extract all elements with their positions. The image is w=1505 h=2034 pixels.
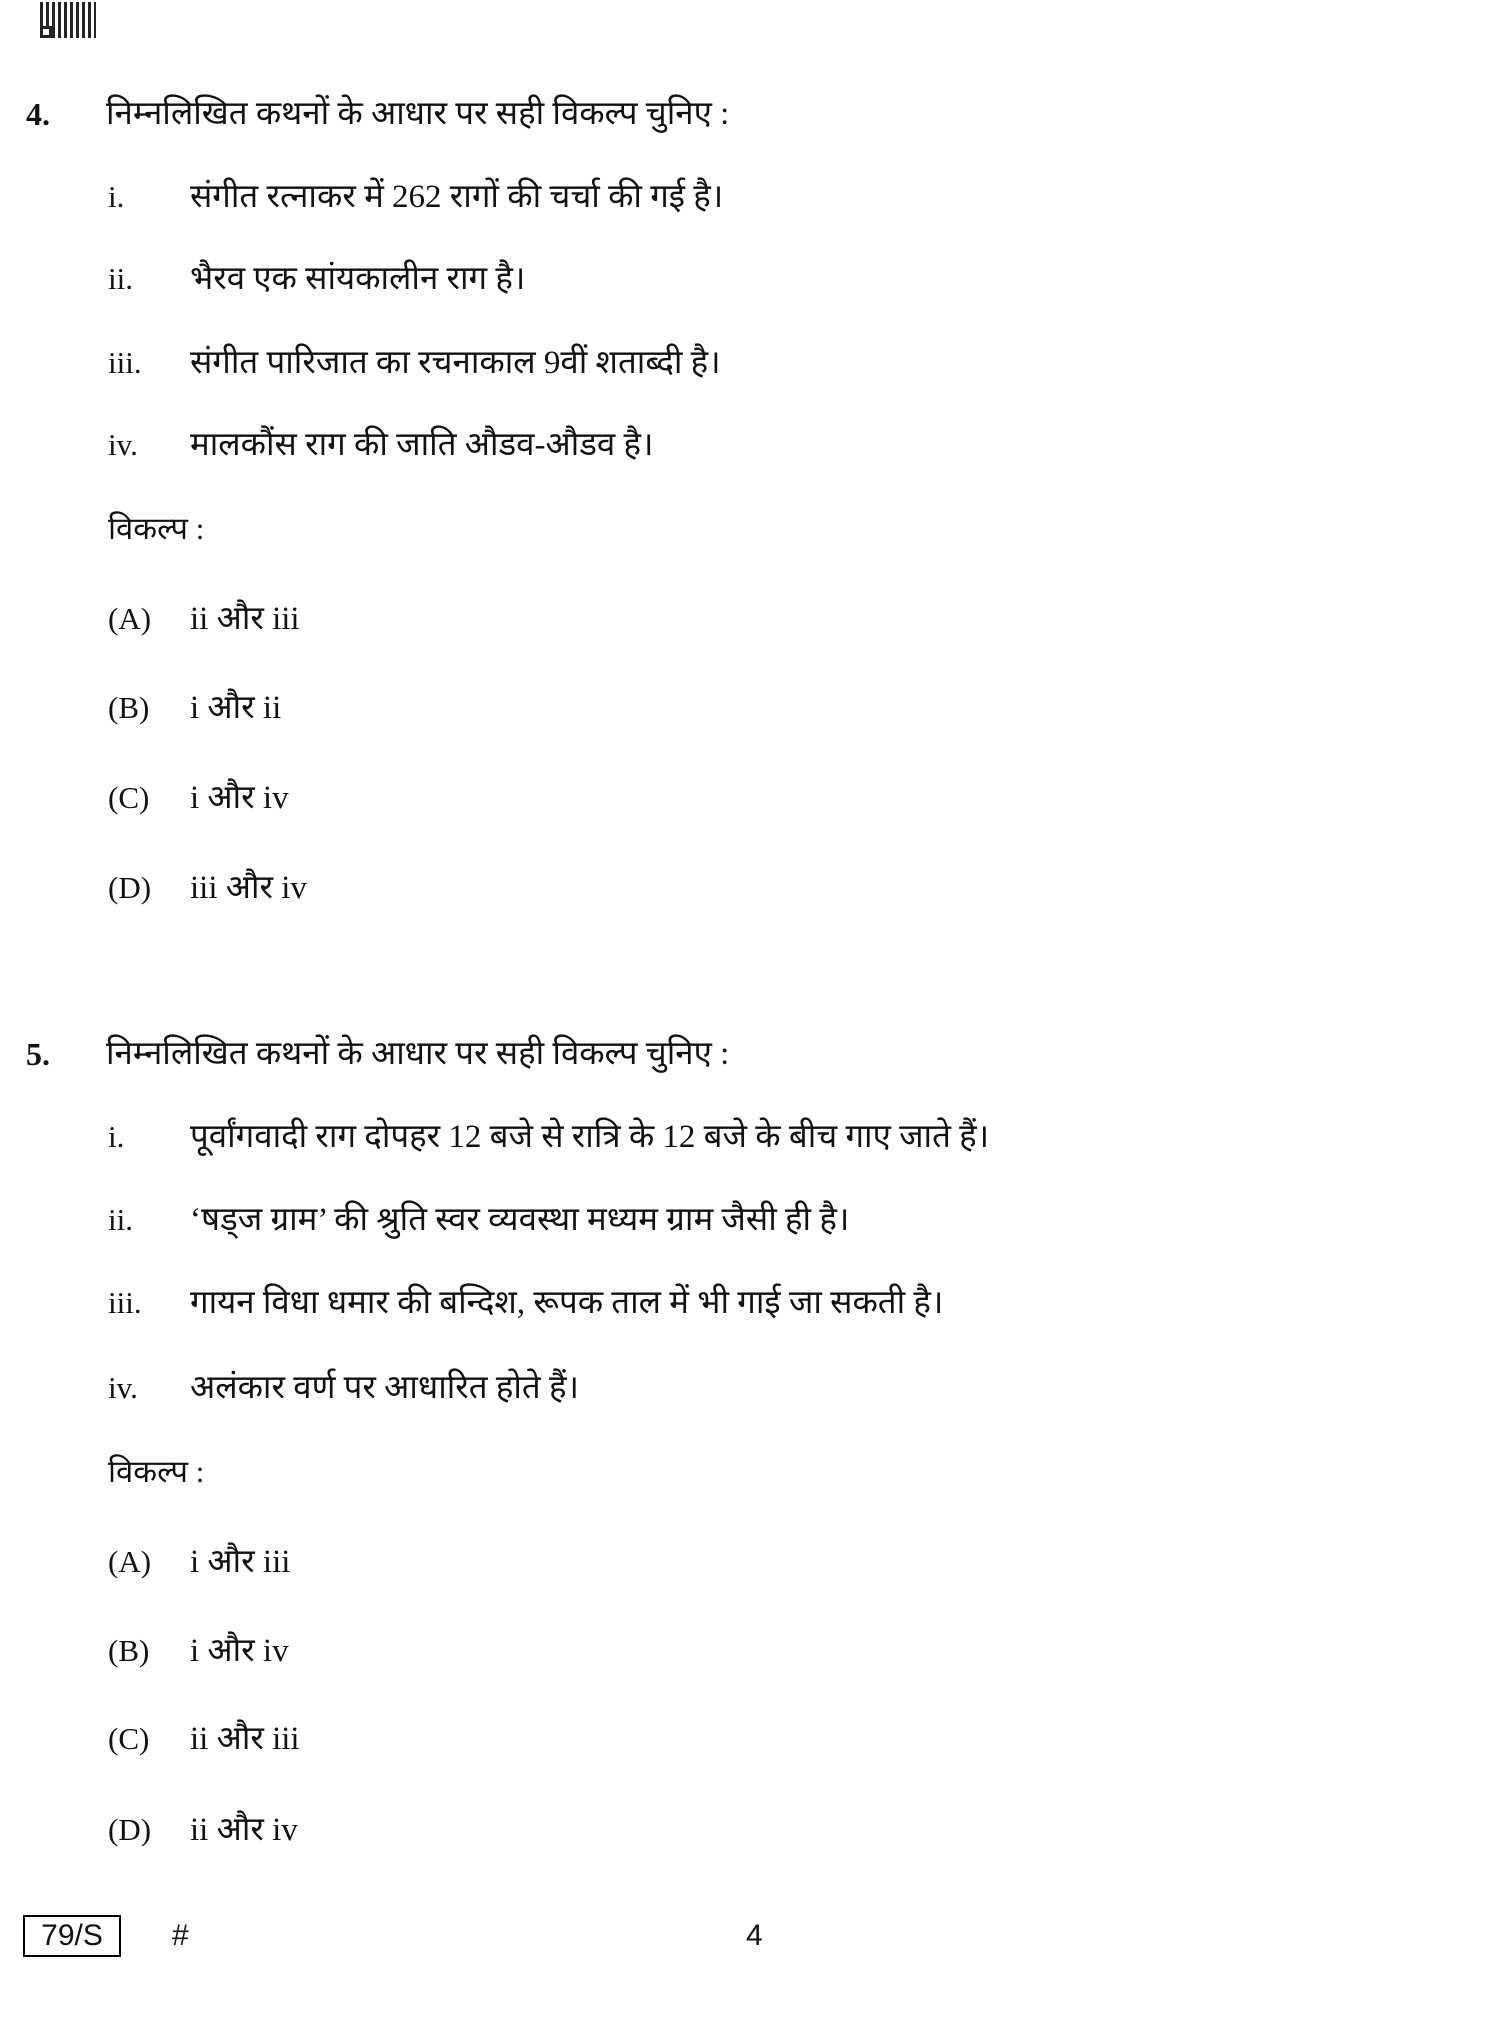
statement-text: मालकौंस राग की जाति औडव-औडव है। bbox=[190, 427, 654, 463]
option-label: (B) bbox=[108, 690, 150, 725]
statement-label: ii. bbox=[108, 261, 133, 296]
statement-text: भैरव एक सांयकालीन राग है। bbox=[190, 261, 526, 297]
option-text: ii और iii bbox=[190, 601, 300, 637]
page-number: 4 bbox=[746, 1919, 763, 1952]
question-prompt: निम्नलिखित कथनों के आधार पर सही विकल्प चुनिए : bbox=[106, 1036, 730, 1072]
question-number: 5. bbox=[26, 1036, 50, 1072]
option-text: ii और iii bbox=[190, 1721, 300, 1757]
option-label: (C) bbox=[108, 1721, 150, 1756]
statement-text: गायन विधा धमार की बन्दिश, रूपक ताल में भी गाई जा सकती है। bbox=[190, 1285, 944, 1321]
statement-label: ii. bbox=[108, 1202, 133, 1237]
option-text: i और ii bbox=[190, 690, 282, 726]
statement-text: ‘षड्ज ग्राम’ की श्रुति स्वर व्यवस्था मध्यम ग्राम जैसी ही है। bbox=[190, 1202, 850, 1238]
statement-text: अलंकार वर्ण पर आधारित होते हैं। bbox=[190, 1370, 580, 1406]
statement-text: पूर्वांगवादी राग दोपहर 12 बजे से रात्रि के 12 बजे के बीच गाए जाते हैं। bbox=[190, 1119, 990, 1155]
option-text: i और iv bbox=[190, 780, 289, 816]
option-label: (C) bbox=[108, 780, 150, 815]
qr-code-icon bbox=[40, 2, 96, 38]
statement-label: iii. bbox=[108, 1285, 142, 1320]
options-heading: विकल्प : bbox=[108, 1454, 205, 1489]
option-label: (B) bbox=[108, 1633, 150, 1668]
statement-label: iv. bbox=[108, 1370, 138, 1405]
option-label: (A) bbox=[108, 1544, 152, 1579]
statement-label: i. bbox=[108, 179, 125, 214]
option-label: (D) bbox=[108, 1812, 152, 1847]
option-text: i और iii bbox=[190, 1544, 291, 1580]
option-text: iii और iv bbox=[190, 870, 307, 906]
footer-mark: # bbox=[172, 1919, 189, 1952]
statement-text: संगीत पारिजात का रचनाकाल 9वीं शताब्दी है। bbox=[190, 345, 721, 381]
statement-label: i. bbox=[108, 1119, 125, 1154]
paper-code-box: 79/S bbox=[23, 1915, 121, 1957]
option-text: i और iv bbox=[190, 1633, 289, 1669]
option-label: (A) bbox=[108, 601, 152, 636]
option-text: ii और iv bbox=[190, 1812, 298, 1848]
statement-label: iv. bbox=[108, 427, 138, 462]
question-number: 4. bbox=[26, 96, 50, 132]
statement-label: iii. bbox=[108, 345, 142, 380]
question-prompt: निम्नलिखित कथनों के आधार पर सही विकल्प चुनिए : bbox=[106, 96, 730, 132]
options-heading: विकल्प : bbox=[108, 511, 205, 546]
statement-text: संगीत रत्नाकर में 262 रागों की चर्चा की गई है। bbox=[190, 179, 724, 215]
option-label: (D) bbox=[108, 870, 152, 905]
